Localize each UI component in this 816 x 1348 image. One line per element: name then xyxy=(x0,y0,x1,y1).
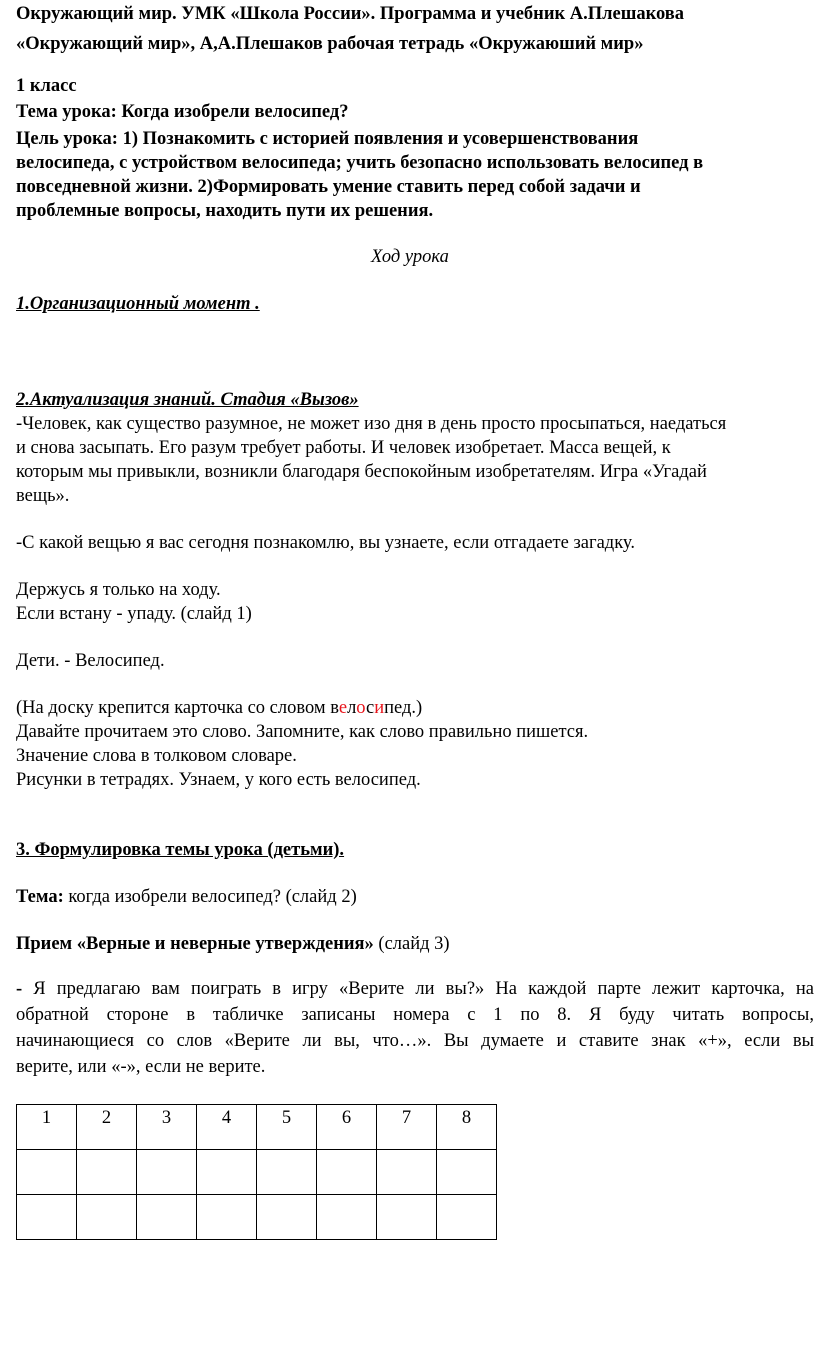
table-row xyxy=(17,1150,497,1195)
riddle-line: Если встану - упаду. (слайд 1) xyxy=(16,604,252,624)
answer-table xyxy=(16,1104,497,1240)
topic-label: Тема: xyxy=(16,887,64,907)
answer-cell xyxy=(257,1150,317,1195)
section-2-title: 2.Актуализация знаний. Стадия «Вызов» xyxy=(16,390,359,410)
table-header-cell: 4 xyxy=(197,1105,257,1150)
game-text: Я предлагаю вам поиграть в игру «Верите ли вы?» На каждой парте лежит карточка, на xyxy=(22,979,814,999)
instruction-line: Рисунки в тетрадях. Узнаем, у кого есть велосипед. xyxy=(16,770,421,790)
answer-cell xyxy=(317,1150,377,1195)
goal-line: проблемные вопросы, находить пути их решения. xyxy=(16,201,434,221)
answer-cell xyxy=(137,1195,197,1240)
answer-cell xyxy=(17,1195,77,1240)
answer-cell xyxy=(437,1150,497,1195)
card-prefix: (На доску крепится карточка со словом xyxy=(16,698,331,718)
riddle-intro: -С какой вещью я вас сегодня познакомлю, вы узнаете, если отгадаете загадку. xyxy=(16,533,635,553)
word-letter: л xyxy=(347,698,357,718)
game-paragraph-line: обратной стороне в табличке записаны номера с 1 по 8. Я буду читать вопросы, xyxy=(16,1005,814,1025)
section-3-title: 3. Формулировка темы урока (детьми). xyxy=(16,840,345,860)
word-letter: в xyxy=(330,698,339,718)
method-line xyxy=(16,932,450,956)
answer-cell xyxy=(17,1150,77,1195)
game-paragraph-line: начинающиеся со слов «Верите ли вы, что…». Вы думаете и ставите знак «+», если вы xyxy=(16,1031,814,1051)
table-header-cell: 1 xyxy=(17,1105,77,1150)
answer-cell xyxy=(197,1195,257,1240)
highlighted-letter: и xyxy=(374,698,385,718)
topic-text: когда изобрели велосипед? (слайд 2) xyxy=(63,887,357,907)
table-header-cell: 5 xyxy=(257,1105,317,1150)
answer-cell xyxy=(197,1150,257,1195)
answer-cell xyxy=(257,1195,317,1240)
answer-cell xyxy=(137,1150,197,1195)
table-header-row xyxy=(17,1105,497,1150)
highlighted-letter: о xyxy=(356,698,367,718)
table-header-cell: 3 xyxy=(137,1105,197,1150)
grade-label: 1 класс xyxy=(16,76,77,96)
table-header-cell: 2 xyxy=(77,1105,137,1150)
riddle-line: Держусь я только на ходу. xyxy=(16,580,221,600)
method-text: (слайд 3) xyxy=(373,934,450,954)
header-line-2: «Окружающий мир», А,А.Плешаков рабочая тетрадь «Окружаюший мир» xyxy=(16,34,644,54)
intro-paragraph-line: и снова засыпать. Его разум требует работы. И человек изобретает. Масса вещей, к xyxy=(16,438,671,458)
answer-cell xyxy=(377,1150,437,1195)
highlighted-letter: е xyxy=(338,698,348,718)
intro-paragraph-line: которым мы привыкли, возникли благодаря беспокойным изобретателям. Игра «Угадай xyxy=(16,462,707,482)
table-header-cell: 6 xyxy=(317,1105,377,1150)
answer-cell xyxy=(77,1150,137,1195)
instruction-line: Давайте прочитаем это слово. Запомните, как слово правильно пишется. xyxy=(16,722,589,742)
card-suffix: .) xyxy=(411,698,423,718)
goal-line: повседневной жизни. 2)Формировать умение ставить перед собой задачи и xyxy=(16,177,641,197)
answer-cell xyxy=(437,1195,497,1240)
intro-paragraph-line: -Человек, как существо разумное, не может изо дня в день просто просыпаться, наедаться xyxy=(16,414,727,434)
game-dash: - xyxy=(16,979,23,999)
method-label: Прием «Верные и неверные утверждения» xyxy=(16,934,374,954)
goal-line: велосипеда, с устройством велосипеда; учить безопасно использовать велосипед в xyxy=(16,153,704,173)
answer-cell xyxy=(317,1195,377,1240)
table-header-cell: 7 xyxy=(377,1105,437,1150)
lesson-topic: Тема урока: Когда изобрели велосипед? xyxy=(16,102,349,122)
game-paragraph-line: верите, или «-», если не верите. xyxy=(16,1057,266,1077)
children-answer: Дети. - Велосипед. xyxy=(16,651,165,671)
answer-cell xyxy=(377,1195,437,1240)
word-letter: пед xyxy=(384,698,412,718)
header-line-1: Окружающий мир. УМК «Школа России». Программа и учебник А.Плешакова xyxy=(16,4,685,24)
game-paragraph-line xyxy=(16,977,814,1001)
word-letter: с xyxy=(366,698,375,718)
table-header-cell: 8 xyxy=(437,1105,497,1150)
card-line xyxy=(16,696,422,720)
intro-paragraph-line: вещь». xyxy=(16,486,70,506)
card-word xyxy=(330,698,411,718)
instruction-line: Значение слова в толковом словаре. xyxy=(16,746,297,766)
answer-cell xyxy=(77,1195,137,1240)
lesson-flow-title: Ход урока xyxy=(371,247,449,267)
goal-line: Цель урока: 1) Познакомить с историей появления и усовершенствования xyxy=(16,129,639,149)
section-1-title: 1.Организационный момент . xyxy=(16,294,260,314)
table-row xyxy=(17,1195,497,1240)
topic-line xyxy=(16,885,357,909)
